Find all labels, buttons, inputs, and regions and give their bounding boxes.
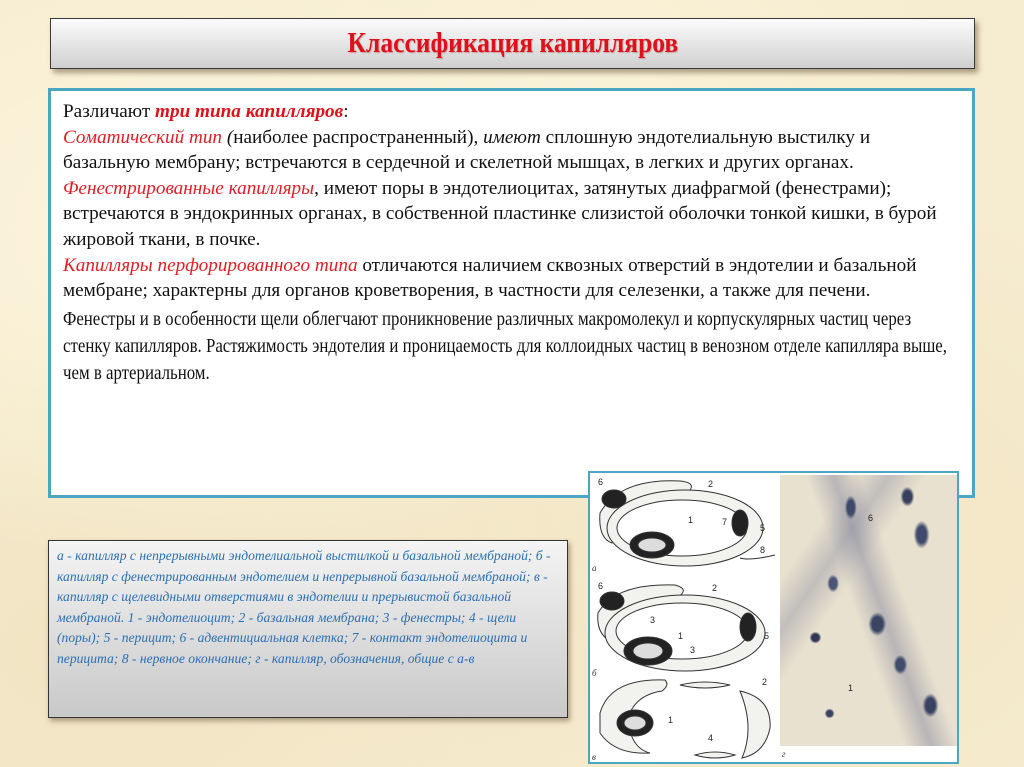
- svg-text:7: 7: [722, 517, 728, 527]
- micrograph-label-1: 1: [848, 683, 854, 693]
- closing-paragraph: [63, 306, 960, 387]
- svg-text:в: в: [592, 752, 596, 762]
- fenestrated-paragraph: [63, 176, 960, 253]
- figure-caption: а - капилляр с непрерывными эндотелиальной выстилкой и базальной мембраной; б - капилляр с фенестрированным эндотелием и непрерывной базальной мембраной; в - капилляр с щелевидными отверстиями в эндотелии и прерывистой базальной мембраной. 1 - эндотелиоцит; 2 - базальная мембрана; 3 - фенестры; 4 - щели (поры); 5 - перицит; 6 - адвентициальная клетка; 7 - контакт эндотелиоцита и перицита; 8 - нервное окончание; г - капилляр, обозначения, общие с а-в: [57, 548, 551, 666]
- closing-text: Фенестры и в особенности щели облегчают проникновение различных макромолекул и корпускулярных частиц через стенку капилляров. Растяжимость эндотелия и проницаемость для коллоидных частиц в венозном отделе капилляра выше, чем в артериальном.: [63, 308, 947, 384]
- svg-text:3: 3: [690, 645, 696, 655]
- intro-emphasis: три типа капилляров: [155, 101, 344, 122]
- svg-text:б: б: [592, 668, 597, 678]
- intro-paragraph: [63, 99, 960, 125]
- label-a6: 6: [598, 477, 604, 487]
- perforated-term: Капилляры перфорированного типа: [63, 254, 358, 276]
- perforated-paragraph: [63, 253, 960, 304]
- micrograph-label-6: 6: [868, 513, 874, 523]
- svg-text:2: 2: [762, 677, 768, 687]
- slide-title: Классификация капилляров: [347, 27, 678, 59]
- somatic-term: Соматический тип: [63, 126, 223, 148]
- perforated-text: отличаются наличием сквозных отверстий в эндотелии и базальной мембране; характерны для органов кроветворения, в частности для селезенки, а также для печени.: [63, 254, 917, 302]
- svg-text:1: 1: [678, 631, 684, 641]
- svg-text:5: 5: [764, 631, 770, 641]
- svg-text:8: 8: [760, 545, 766, 555]
- capillary-figure: [588, 471, 959, 764]
- intro-suffix: :: [343, 101, 349, 122]
- micrograph-photo: [780, 475, 957, 746]
- intro-prefix: Различают: [63, 101, 156, 122]
- slide-title-bar: [50, 18, 975, 69]
- capillary-diagrams: [590, 473, 778, 762]
- fenestrated-text: , имеют поры в эндотелиоцитах, затянутых диафрагмой (фенестрами); встречаются в эндокринных органах, в собственной пластинке слизистой оболочки тонкой кишки, в бурой жировой ткани, в почке.: [63, 177, 937, 250]
- somatic-paren: (: [222, 126, 234, 148]
- somatic-verb: имеют: [483, 126, 541, 148]
- svg-text:5: 5: [760, 523, 766, 533]
- svg-text:4: 4: [708, 733, 714, 743]
- svg-text:а: а: [592, 563, 597, 573]
- somatic-paragraph: [63, 125, 960, 176]
- main-text-box: [48, 88, 975, 498]
- panel-letter-g: г: [782, 749, 786, 759]
- figure-caption-box: [48, 540, 568, 718]
- fenestrated-term: Фенестрированные капилляры: [63, 177, 315, 199]
- svg-text:1: 1: [688, 515, 694, 525]
- svg-text:1: 1: [668, 715, 674, 725]
- somatic-text-1: наиболее распространенный),: [233, 126, 484, 148]
- svg-text:2: 2: [712, 583, 718, 593]
- svg-text:6: 6: [598, 581, 604, 591]
- svg-text:3: 3: [650, 615, 656, 625]
- svg-text:2: 2: [708, 479, 714, 489]
- somatic-text-2: сплошную эндотелиальную выстилку и базальную мембрану; встречаются в сердечной и скелетной мышцах, в легких и других органах.: [63, 126, 871, 174]
